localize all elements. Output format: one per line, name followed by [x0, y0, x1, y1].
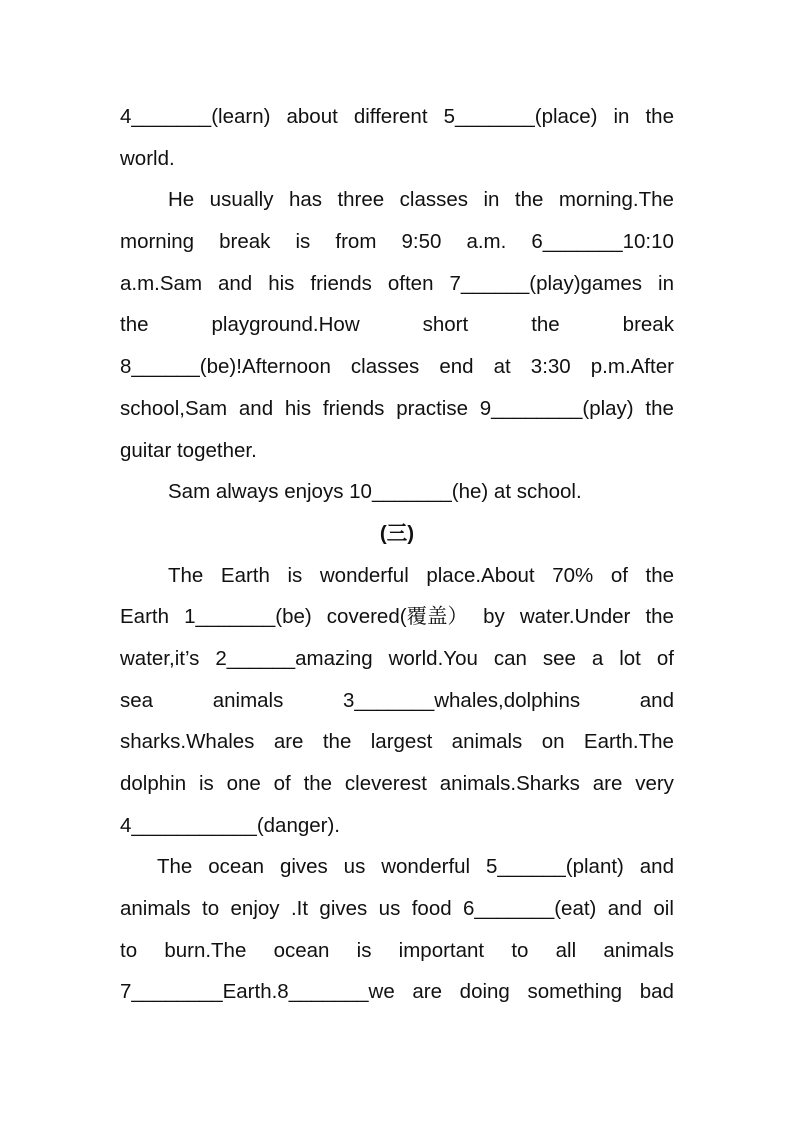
word: of — [610, 563, 628, 587]
word: 8______(be)!Afternoon — [120, 355, 331, 379]
word: 6_______(eat) — [463, 897, 597, 921]
word: morning.The — [558, 188, 674, 212]
word: is — [356, 938, 372, 962]
word: all — [555, 938, 577, 962]
word: 7______(play)games — [449, 271, 643, 295]
word: us — [378, 897, 401, 921]
word: dolphin — [120, 772, 187, 795]
word: on — [541, 730, 565, 754]
word: largest — [370, 730, 433, 754]
word: one — [226, 772, 261, 795]
word: us — [343, 855, 366, 879]
text-line: guitar together. — [120, 438, 257, 462]
word: and — [639, 688, 674, 712]
word: the — [303, 772, 333, 795]
text-line — [120, 638, 674, 680]
word: sharks.Whales — [120, 730, 255, 754]
word: is — [295, 230, 311, 254]
word: 5______(plant) — [485, 855, 624, 879]
word: the — [645, 563, 674, 587]
word: important — [398, 938, 485, 962]
word: by — [483, 605, 505, 629]
text-line — [120, 971, 674, 1013]
word: the — [120, 313, 149, 337]
text-line — [120, 680, 674, 722]
word: to — [202, 897, 220, 921]
word: a — [591, 646, 604, 670]
word: has — [288, 188, 322, 212]
word: food — [411, 897, 452, 921]
word: 6_______10:10 — [531, 230, 674, 254]
text-line — [120, 304, 674, 346]
word: break — [622, 313, 674, 337]
word: at — [493, 355, 511, 379]
word: gives — [319, 897, 368, 921]
word: 5_______(place) — [443, 105, 598, 128]
word: classes — [350, 355, 420, 379]
text-line — [120, 346, 674, 388]
word: of — [656, 646, 674, 670]
word: 3_______whales,dolphins — [343, 688, 581, 712]
text-line — [120, 763, 674, 805]
word: burn.The — [164, 938, 247, 962]
word: lot — [619, 646, 641, 670]
word: and — [639, 855, 674, 879]
word: animals — [451, 730, 523, 754]
word: the — [514, 188, 544, 212]
word: are — [412, 980, 443, 1004]
word: a.m.Sam — [120, 271, 203, 295]
word: three — [337, 188, 385, 212]
word: 9:50 — [401, 230, 442, 254]
word: The — [157, 855, 193, 879]
word: end — [439, 355, 474, 379]
word: his — [284, 396, 312, 420]
word: The — [168, 563, 204, 587]
word: 9________(play) — [479, 396, 634, 420]
word: 3:30 — [530, 355, 571, 379]
word: 7________Earth.8_______we — [120, 980, 395, 1004]
text-line — [120, 555, 674, 597]
text-line — [120, 888, 674, 930]
word: break — [219, 230, 271, 254]
text-line — [120, 221, 674, 263]
word: to — [511, 938, 529, 962]
word: in — [658, 271, 674, 295]
word: his — [268, 271, 295, 295]
word: classes — [399, 188, 468, 212]
word: enjoy — [230, 897, 280, 921]
word: are — [592, 772, 623, 795]
word: school,Sam — [120, 396, 228, 420]
word: something — [527, 980, 623, 1004]
text-line — [120, 388, 674, 430]
word: water,it’s — [120, 646, 200, 670]
word: 1_______(be) — [184, 605, 312, 629]
text-line: Sam always enjoys 10_______(he) at school. — [168, 480, 582, 504]
word: very — [635, 772, 674, 795]
word: cleverest — [344, 772, 427, 795]
text-line — [120, 96, 674, 138]
text-line — [120, 263, 674, 305]
word: the — [531, 313, 560, 337]
word: often — [387, 271, 434, 295]
word: a.m. — [466, 230, 507, 254]
word: friends — [310, 271, 372, 295]
word: friends — [322, 396, 385, 420]
word: playground.How — [211, 313, 360, 337]
word: 70% — [552, 563, 594, 587]
word: 4_______(learn) — [120, 105, 271, 128]
word: and — [218, 271, 253, 295]
word: ocean — [208, 855, 265, 879]
word: animals — [212, 688, 284, 712]
word: place.About — [426, 563, 535, 587]
word: oil — [653, 897, 674, 921]
word: and — [607, 897, 642, 921]
text-line — [120, 179, 674, 221]
word: is — [198, 772, 214, 795]
text-line — [120, 846, 674, 888]
word: He — [168, 188, 195, 212]
word: the — [322, 730, 352, 754]
word: 2______amazing — [215, 646, 373, 670]
word: sea — [120, 688, 154, 712]
word: Earth — [220, 563, 270, 587]
word: covered(覆盖） — [326, 605, 469, 629]
document-body — [120, 96, 674, 1013]
word: of — [273, 772, 291, 795]
text-line: world. — [120, 146, 175, 170]
word: from — [335, 230, 377, 254]
word: animals — [120, 897, 191, 921]
section-heading: (三) — [379, 521, 415, 545]
word: gives — [279, 855, 328, 879]
word: bad — [639, 980, 674, 1004]
word: Earth.The — [583, 730, 674, 754]
word: world.You — [388, 646, 478, 670]
text-line — [120, 721, 674, 763]
word: the — [645, 105, 674, 128]
word: animals — [603, 938, 674, 962]
word: wonderful — [319, 563, 409, 587]
word: in — [613, 105, 630, 128]
word: in — [483, 188, 500, 212]
word: p.m.After — [590, 355, 674, 379]
word: water.Under — [519, 605, 631, 629]
word: wonderful — [381, 855, 471, 879]
text-line — [120, 596, 674, 638]
word: the — [645, 605, 674, 629]
word: different — [353, 105, 428, 128]
word: is — [287, 563, 303, 587]
word: doing — [459, 980, 510, 1004]
word: and — [238, 396, 274, 420]
word: practise — [396, 396, 468, 420]
word: are — [273, 730, 304, 754]
word: can — [493, 646, 527, 670]
word: the — [645, 396, 674, 420]
word: Earth — [120, 605, 169, 629]
word: usually — [209, 188, 274, 212]
word: animals.Sharks — [439, 772, 580, 795]
word: morning — [120, 230, 195, 254]
word: .It — [290, 897, 309, 921]
word: to — [120, 938, 138, 962]
text-line: 4___________(danger). — [120, 813, 340, 837]
word: short — [422, 313, 469, 337]
word: see — [542, 646, 576, 670]
text-line — [120, 930, 674, 972]
word: ocean — [273, 938, 330, 962]
word: about — [286, 105, 338, 128]
